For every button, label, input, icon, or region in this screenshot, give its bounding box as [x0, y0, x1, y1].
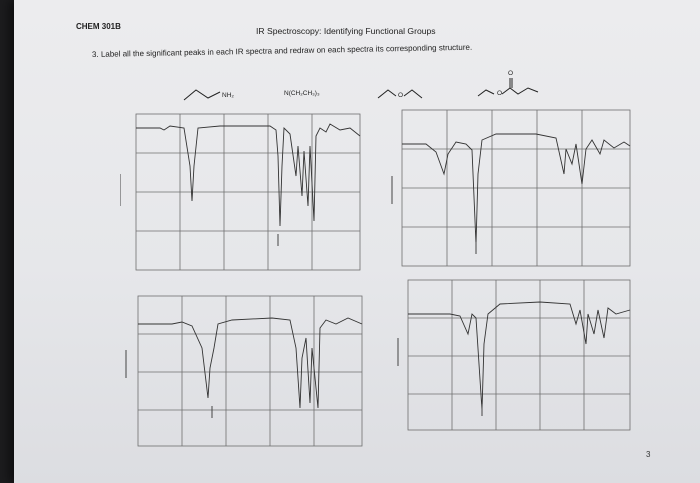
course-code: CHEM 301B: [76, 22, 121, 31]
triethylamine-label: N(CH₂CH₃)₃: [284, 90, 320, 97]
ir-spectrum-top-left: [120, 106, 368, 282]
page-title: IR Spectroscopy: Identifying Functional Groups: [256, 26, 436, 36]
ir-spectrum-top-right: [386, 104, 636, 280]
worksheet-page: [14, 0, 700, 483]
amine-label: NH₂: [222, 92, 234, 99]
question-text: 3. Label all the significant peaks in each IR spectra and redraw on each spectra its corresponding structure.: [91, 42, 473, 59]
ir-spectrum-bottom-right: [390, 274, 638, 446]
amine-structure: [182, 86, 222, 104]
ester-carbonyl-oxygen: O: [508, 70, 514, 77]
ester-ether-oxygen: O: [497, 90, 503, 97]
ether-oxygen: O: [398, 92, 404, 99]
ir-spectrum-bottom-left: [122, 288, 370, 460]
page-number: 3: [646, 450, 651, 459]
